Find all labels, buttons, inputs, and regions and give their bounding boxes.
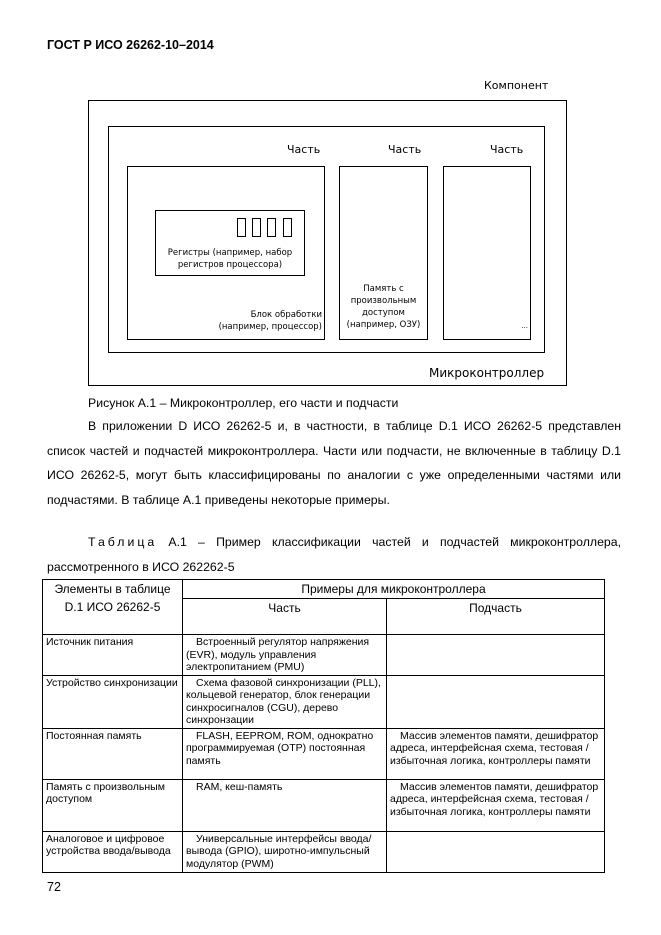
component-label: Компонент [484,79,549,92]
table-title: Таблица А.1 – Пример классификации частей и подчастей микроконтроллера, рассмотренного в ИСО 262262-5 [47,535,621,574]
register-cell [267,218,276,237]
document-header: ГОСТ Р ИСО 26262-10–2014 [47,38,214,52]
table-row [43,831,605,872]
cell-subpart [387,675,605,728]
cell-subpart: Массив элементов памяти, дешифратор адреса, интерфейсная схема, тестовая / избыточная логика, контроллеры памяти [387,779,605,831]
cell-subpart: Массив элементов памяти, дешифратор адреса, интерфейсная схема, тестовая / избыточная логика, контроллеры памяти [387,728,605,779]
cell-element: Источник питания [43,635,183,676]
header-examples: Примеры для микроконтроллера [183,580,605,599]
register-cell [252,218,261,237]
header-part: Часть [183,599,387,635]
table-row [43,635,605,676]
body-paragraph: В приложении D ИСО 26262-5 и, в частности, в таблице D.1 ИСО 26262-5 представлен список частей и подчастей микроконтроллера. Части или подчасти, не включенные в таблицу D.1 ИСО 26262-5, могут быть классифицированы по аналогии с уже определенными частями или подчастями. В таблице А.1 приведены некоторые примеры. [47,419,621,507]
part-label-1: Часть [287,143,321,156]
cell-element: Аналоговое и цифровое устройства ввода/вывода [43,831,183,872]
cell-part: Универсальные интерфейсы ввода/вывода (GPIO), широтно-импульсный модулятор (PWM) [183,831,387,872]
microcontroller-label: Микроконтроллер [429,366,545,380]
header-elements: Элементы в таблице D.1 ИСО 26262-5 [43,580,183,635]
cell-part: Схема фазовой синхронизации (PLL), кольцевой генератор, блок генерации синхросигналов (CGU), дерево синхронзации [183,675,387,728]
header-subpart: Подчасть [387,599,605,635]
cell-part: RAM, кеш-память [183,779,387,831]
ellipsis: ... [521,322,528,330]
classification-table [42,579,605,873]
cell-element: Память с произвольным доступом [43,779,183,831]
cell-subpart [387,831,605,872]
figure-caption: Рисунок А.1 – Микроконтроллер, его части и подчасти [88,396,399,410]
cell-part: Встроенный регулятор напряжения (EVR), модуль управления электропитанием (PMU) [183,635,387,676]
table-row [43,728,605,779]
page-number: 72 [47,880,61,894]
cell-subpart [387,635,605,676]
table-row [43,779,605,831]
part-label-2: Часть [388,143,422,156]
processing-label: Блок обработки (например, процессор) [218,310,322,332]
cell-part: FLASH, EEPROM, ROM, однократно программируемая (OTP) постоянная память [183,728,387,779]
part-label-3: Часть [490,143,524,156]
register-cell [237,218,246,237]
register-cell [283,218,292,237]
cell-element: Постоянная память [43,728,183,779]
registers-label: Регистры (например, набор регистров процессора) [167,248,293,270]
cell-element: Устройство синхронизации [43,675,183,728]
other-part-box [443,166,531,340]
table-row [43,675,605,728]
ram-label: Память с произвольным доступом (например, ОЗУ) [346,284,421,330]
